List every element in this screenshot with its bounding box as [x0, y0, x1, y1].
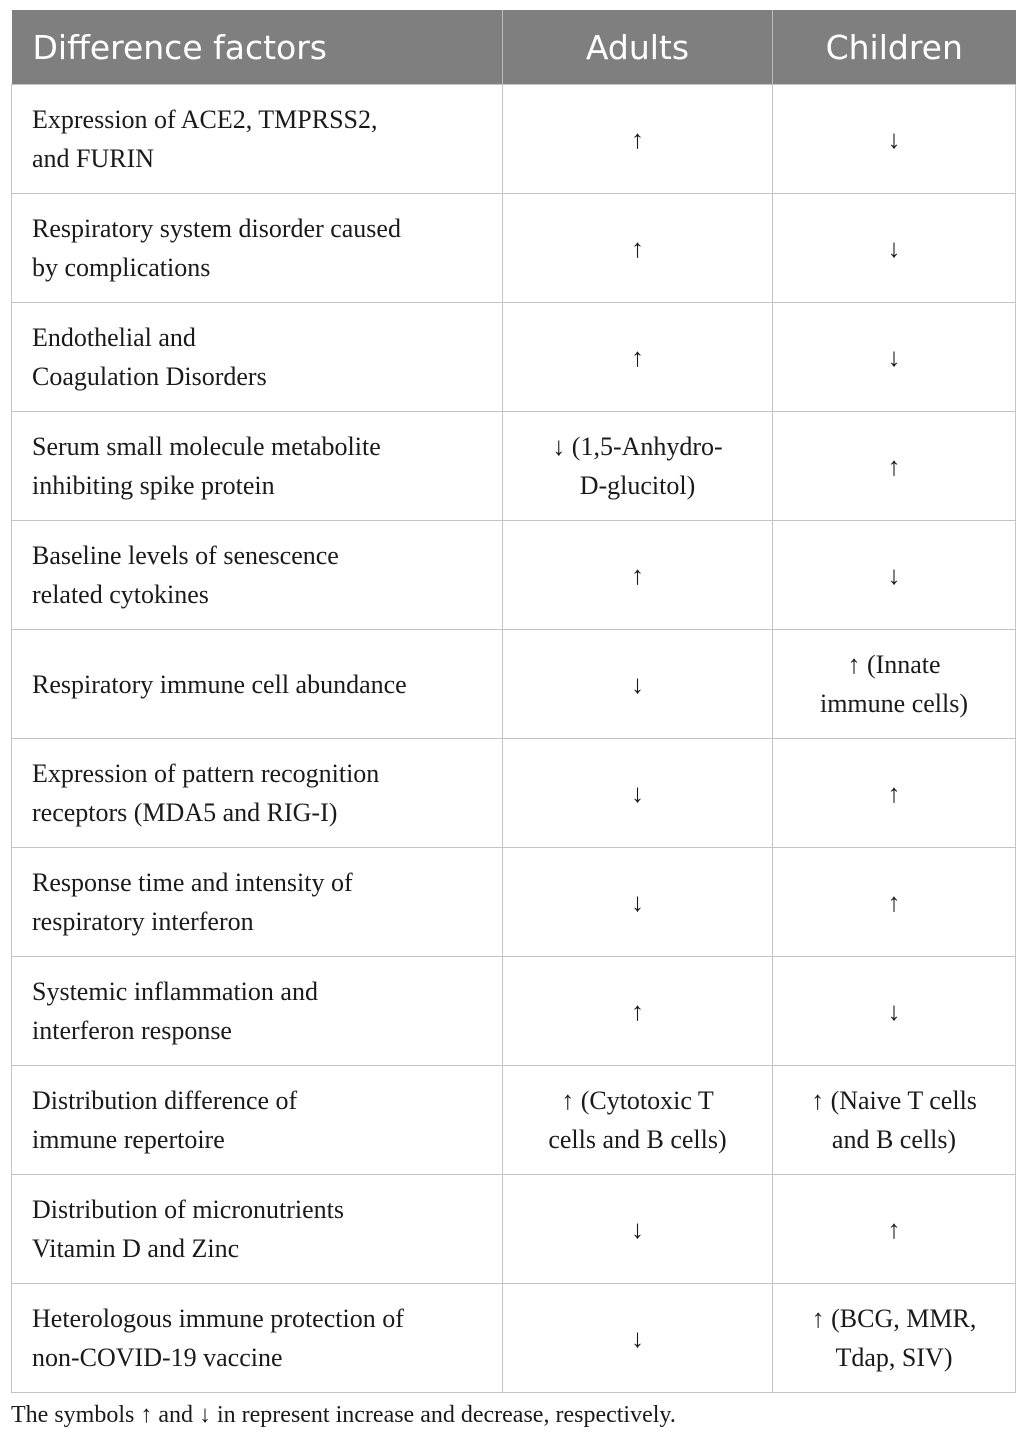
factor-cell-line: Endothelial and [32, 323, 196, 352]
table-row [12, 1066, 1016, 1175]
children-cell-line: ↑ [887, 1214, 901, 1244]
comparison-table-container [11, 10, 1015, 1393]
adults-cell-line: ↓ (1,5-Anhydro- [552, 432, 723, 461]
children-cell [773, 1066, 1016, 1175]
factor-cell-line: Systemic inflammation and [32, 977, 318, 1006]
children-cell [773, 194, 1016, 303]
table-row [12, 630, 1016, 739]
adults-cell [503, 521, 773, 630]
children-cell-line: ↑ [887, 887, 901, 917]
adults-cell [503, 194, 773, 303]
children-cell-line: ↓ [887, 560, 901, 590]
factor-cell-line: by complications [32, 253, 211, 282]
children-cell [773, 85, 1016, 194]
children-cell-line: ↓ [887, 124, 901, 154]
table-row [12, 521, 1016, 630]
factor-cell [12, 194, 503, 303]
children-cell [773, 521, 1016, 630]
children-cell-line: immune cells) [819, 689, 968, 718]
adults-cell-line: ↑ [631, 996, 644, 1026]
adults-cell [503, 303, 773, 412]
factor-cell [12, 1175, 503, 1284]
factor-cell [12, 303, 503, 412]
table-row [12, 848, 1016, 957]
header-adults: Adults [503, 10, 773, 85]
adults-cell [503, 1175, 773, 1284]
children-cell-line: ↑ (Naive T cells [811, 1086, 977, 1115]
adults-cell [503, 630, 773, 739]
table-row [12, 194, 1016, 303]
factor-cell-line: Respiratory system disorder caused [32, 214, 401, 243]
factor-cell [12, 1066, 503, 1175]
children-cell [773, 303, 1016, 412]
factor-cell-line: immune repertoire [32, 1125, 225, 1154]
factor-cell-line: related cytokines [32, 580, 209, 609]
header-difference-factors: Difference factors [12, 10, 503, 85]
adults-cell-line: ↑ (Cytotoxic T [561, 1086, 714, 1115]
children-cell [773, 630, 1016, 739]
factor-cell-line: Serum small molecule metabolite [32, 432, 381, 461]
children-cell-line: and B cells) [831, 1125, 957, 1154]
adults-cell-line: ↓ [631, 669, 644, 699]
adults-cell [503, 739, 773, 848]
adults-cell [503, 957, 773, 1066]
factor-cell-line: Expression of ACE2, TMPRSS2, [32, 105, 378, 134]
adults-cell-line: ↓ [631, 1323, 644, 1353]
table-row [12, 739, 1016, 848]
table-row [12, 303, 1016, 412]
table-row [12, 1284, 1016, 1393]
adults-cell-line: ↑ [631, 124, 644, 154]
adults-cell [503, 1066, 773, 1175]
factor-cell-line: non-COVID-19 vaccine [32, 1343, 283, 1372]
adults-cell-line: ↑ [631, 233, 644, 263]
factor-cell-line: Distribution difference of [32, 1086, 298, 1115]
factor-cell-line: and FURIN [32, 144, 155, 173]
table-row [12, 1175, 1016, 1284]
factor-cell-line: Respiratory immune cell abundance [32, 669, 407, 699]
factor-cell [12, 85, 503, 194]
factor-cell [12, 630, 503, 739]
factor-cell-line: receptors (MDA5 and RIG-I) [32, 798, 338, 827]
factor-cell-line: Heterologous immune protection of [32, 1304, 404, 1333]
adults-cell-line: D-glucitol) [579, 471, 696, 500]
children-cell [773, 412, 1016, 521]
adults-cell [503, 85, 773, 194]
adults-cell [503, 412, 773, 521]
adults-cell-line: ↑ [631, 342, 644, 372]
adults-cell-line: ↓ [631, 1214, 644, 1244]
factor-cell [12, 739, 503, 848]
children-cell-line: ↓ [887, 342, 901, 372]
factor-cell-line: respiratory interferon [32, 907, 254, 936]
children-cell [773, 957, 1016, 1066]
children-cell-line: ↑ (BCG, MMR, [811, 1304, 977, 1333]
children-cell [773, 739, 1016, 848]
adults-cell [503, 848, 773, 957]
children-cell-line: ↑ (Innate [847, 650, 941, 679]
children-cell-line: ↑ [887, 778, 901, 808]
table-header [12, 10, 1016, 85]
factor-cell-line: Coagulation Disorders [32, 362, 267, 391]
header-children: Children [773, 10, 1016, 85]
adults-cell-line: ↓ [631, 778, 644, 808]
table-row [12, 85, 1016, 194]
factor-cell-line: Vitamin D and Zinc [32, 1234, 240, 1263]
table-row [12, 412, 1016, 521]
children-cell [773, 1284, 1016, 1393]
adults-cell-line: ↑ [631, 560, 644, 590]
children-cell-line: ↑ [887, 451, 901, 481]
factor-cell-line: Response time and intensity of [32, 868, 353, 897]
factor-cell-line: interferon response [32, 1016, 232, 1045]
children-cell [773, 848, 1016, 957]
adults-cell-line: cells and B cells) [548, 1125, 727, 1154]
factor-cell-line: Expression of pattern recognition [32, 759, 380, 788]
children-cell [773, 1175, 1016, 1284]
factor-cell-line: Baseline levels of senescence [32, 541, 339, 570]
factor-cell-line: inhibiting spike protein [32, 471, 275, 500]
factor-cell [12, 521, 503, 630]
adults-cell [503, 1284, 773, 1393]
adults-cell-line: ↓ [631, 887, 644, 917]
factor-cell [12, 1284, 503, 1393]
factor-cell [12, 848, 503, 957]
table-row [12, 957, 1016, 1066]
children-cell-line: ↓ [887, 233, 901, 263]
header-row [12, 10, 1016, 85]
children-cell-line: Tdap, SIV) [835, 1343, 953, 1372]
table-footnote: The symbols ↑ and ↓ in represent increase and decrease, respectively. [11, 1402, 676, 1428]
table-body [12, 85, 1016, 1393]
factor-cell [12, 957, 503, 1066]
children-cell-line: ↓ [887, 996, 901, 1026]
comparison-table [11, 10, 1016, 1393]
factor-cell [12, 412, 503, 521]
factor-cell-line: Distribution of micronutrients [32, 1195, 344, 1224]
